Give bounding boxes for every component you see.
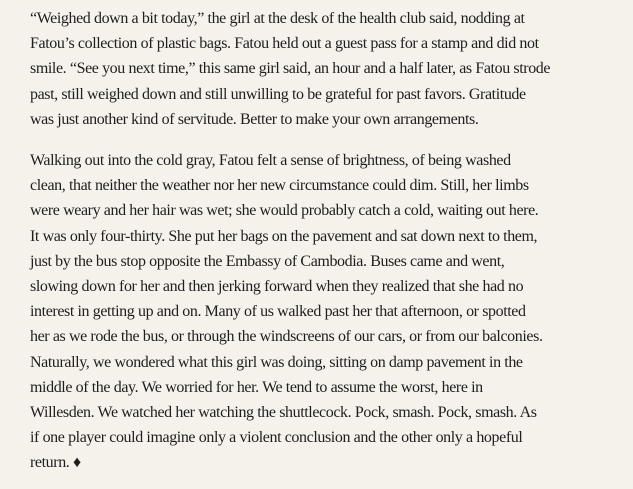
text-line: Walking out into the cold gray, Fatou felt a sense of brightness, of being washed — [30, 152, 511, 170]
paragraph-2 — [30, 148, 633, 476]
text-line: middle of the day. We worried for her. We tend to assume the worst, here in — [30, 378, 483, 396]
text-line: just by the bus stop opposite the Embassy of Cambodia. Buses came and went, — [30, 252, 505, 270]
text-line: smile. “See you next time,” this same girl said, an hour and a half later, as Fatou strode — [30, 60, 551, 78]
text-line: her as we rode the bus, or through the windscreens of our cars, or from our balconies. — [30, 328, 543, 346]
text-line: were weary and her hair was wet; she would probably catch a cold, waiting out here. — [30, 202, 539, 220]
text-line: Naturally, we wondered what this girl was doing, sitting on damp pavement in the — [30, 353, 523, 371]
text-line: interest in getting up and on. Many of us walked past her that afternoon, or spotted — [30, 303, 526, 321]
text-line: return. ♦ — [30, 454, 81, 472]
paragraph-1 — [30, 6, 633, 132]
text-line: Willesden. We watched her watching the shuttlecock. Pock, smash. Pock, smash. As — [30, 404, 537, 422]
text-line: if one player could imagine only a violent conclusion and the other only a hopeful — [30, 429, 523, 447]
text-line: was just another kind of servitude. Better to make your own arrangements. — [30, 110, 479, 128]
text-line: It was only four-thirty. She put her bags on the pavement and sat down next to them, — [30, 227, 538, 245]
text-line: slowing down for her and then jerking forward when they realized that she had no — [30, 278, 524, 296]
text-line: “Weighed down a bit today,” the girl at the desk of the health club said, nodding at — [30, 10, 525, 27]
text-line: past, still weighed down and still unwilling to be grateful for past favors. Gratitude — [30, 85, 526, 103]
text-line: clean, that neither the weather nor her new circumstance could dim. Still, her limbs — [30, 177, 529, 195]
text-line: Fatou’s collection of plastic bags. Fatou held out a guest pass for a stamp and did not — [30, 35, 539, 53]
